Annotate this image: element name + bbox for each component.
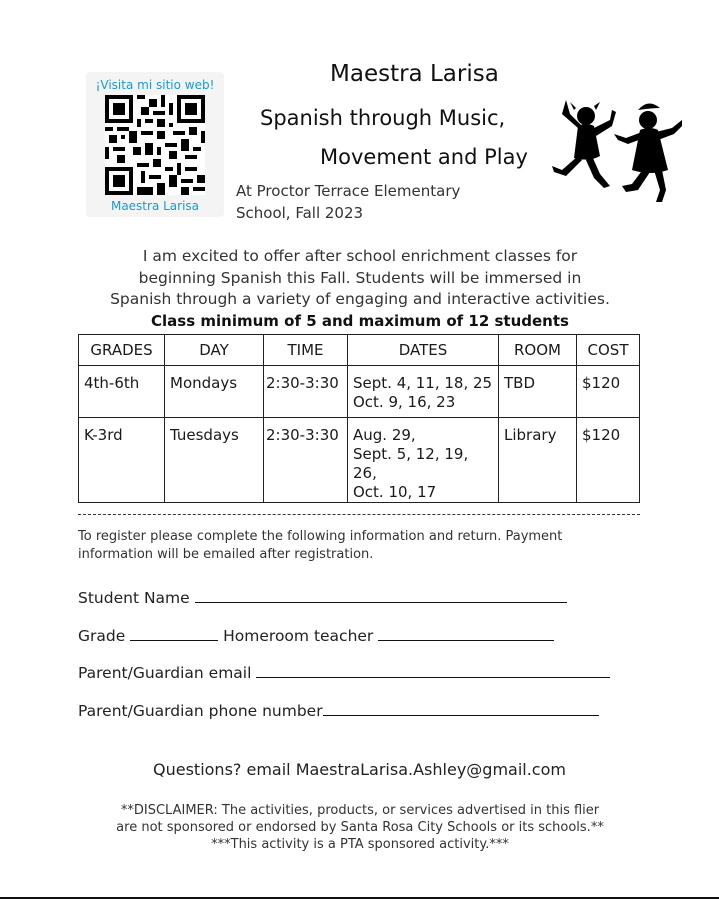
dates-line: Sept. 4, 11, 18, 25: [353, 374, 493, 392]
dates-line: Aug. 29,: [353, 426, 416, 444]
dates-line: Oct. 10, 17: [353, 483, 437, 501]
header-cost: COST: [577, 335, 640, 366]
location-line-2: School, Fall 2023: [236, 204, 364, 222]
header-day: DAY: [165, 335, 264, 366]
class-size-note: Class minimum of 5 and maximum of 12 students: [151, 311, 569, 330]
qr-top-label: ¡Visita mi sitio web!: [95, 78, 215, 92]
instructions-line-2: information will be emailed after registration.: [78, 547, 374, 562]
header-dates: DATES: [348, 335, 499, 366]
parent-email-field[interactable]: [78, 663, 610, 682]
cell-cost: $120: [577, 418, 640, 503]
student-name-blank[interactable]: [195, 588, 567, 603]
student-name-label: Student Name: [78, 589, 190, 607]
header-time: TIME: [264, 335, 348, 366]
cell-dates: [348, 366, 499, 418]
intro-paragraph: [70, 246, 650, 332]
parent-phone-label: Parent/Guardian phone number: [78, 702, 323, 720]
grade-blank[interactable]: [130, 626, 218, 641]
cell-grades: 4th-6th: [79, 366, 165, 418]
grade-label: Grade: [78, 627, 126, 645]
instructions-line-1: To register please complete the following information and return. Payment: [78, 529, 563, 544]
cut-line-divider: [78, 514, 640, 515]
dates-line: Sept. 5, 12, 19, 26,: [353, 445, 469, 482]
subtitle-line-1: Spanish through Music,: [260, 106, 506, 130]
parent-email-label: Parent/Guardian email: [78, 664, 252, 682]
homeroom-blank[interactable]: [378, 626, 554, 641]
subtitle-line-2: Movement and Play: [320, 145, 528, 169]
cell-day: Tuesdays: [165, 418, 264, 503]
qr-bottom-label: Maestra Larisa: [110, 199, 200, 213]
cell-dates: [348, 418, 499, 503]
parent-email-blank[interactable]: [256, 663, 610, 678]
grade-homeroom-field[interactable]: [78, 626, 554, 645]
intro-line-1: I am excited to offer after school enrichment classes for: [142, 247, 578, 265]
intro-line-2: beginning Spanish this Fall. Students will be immersed in: [138, 268, 582, 287]
cell-room: TBD: [499, 366, 577, 418]
parent-phone-blank[interactable]: [323, 701, 599, 716]
bottom-border: [0, 897, 719, 899]
cell-day: Mondays: [165, 366, 264, 418]
header-room: ROOM: [499, 335, 577, 366]
qr-code-icon: [105, 95, 205, 195]
table-row: [79, 366, 640, 418]
cell-grades: K-3rd: [79, 418, 165, 503]
qr-code-card[interactable]: [86, 72, 224, 217]
cell-time: 2:30-3:30: [264, 366, 348, 418]
header-grades: GRADES: [79, 335, 165, 366]
dates-line: Oct. 9, 16, 23: [353, 393, 456, 411]
intro-line-3: Spanish through a variety of engaging and interactive activities.: [110, 290, 610, 308]
location-line-1: At Proctor Terrace Elementary: [236, 182, 461, 200]
cell-cost: $120: [577, 366, 640, 418]
dancing-children-silhouette-icon: [548, 96, 688, 204]
homeroom-label: Homeroom teacher: [223, 627, 374, 645]
cell-room: Library: [499, 418, 577, 503]
parent-phone-field[interactable]: [78, 701, 599, 720]
contact-questions: Questions? email MaestraLarisa.Ashley@gmail.com: [153, 760, 566, 779]
page-title: Maestra Larisa: [330, 61, 499, 87]
disclaimer: [70, 802, 650, 853]
disclaimer-line-2: are not sponsored or endorsed by Santa Rosa City Schools or its schools.**: [116, 820, 604, 835]
student-name-field[interactable]: [78, 588, 567, 607]
schedule-table: [78, 334, 640, 503]
disclaimer-line-1: **DISCLAIMER: The activities, products, or services advertised in this flier: [120, 803, 600, 818]
table-row: [79, 418, 640, 503]
disclaimer-line-3: ***This activity is a PTA sponsored activity.***: [211, 837, 509, 852]
table-header-row: [79, 335, 640, 366]
registration-instructions: [78, 528, 648, 564]
cell-time: 2:30-3:30: [264, 418, 348, 503]
